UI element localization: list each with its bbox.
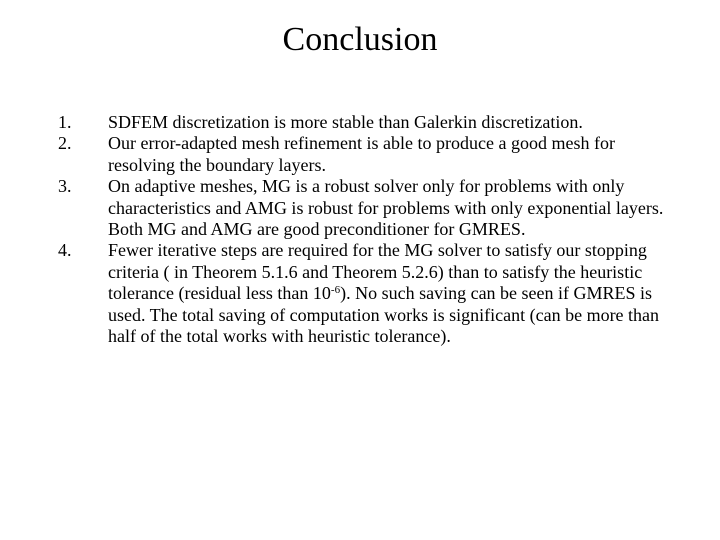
list-item	[58, 176, 668, 240]
item-number: 2.	[58, 133, 72, 154]
item-text: SDFEM discretization is more stable than Galerkin discretization.	[108, 112, 583, 132]
list-item	[58, 133, 668, 176]
item-number: 1.	[58, 112, 72, 132]
list-item	[58, 112, 668, 133]
list-item	[58, 240, 668, 347]
slide-title: Conclusion	[282, 21, 438, 58]
item-number: 4.	[58, 240, 72, 261]
item-text-before: Fewer iterative steps are required for the MG solver to satisfy our stopping criteria ( in Theorem 5.1.6 and Theorem 5.2.6) than to satisfy the heuristic tolerance (residual less than 10	[108, 240, 647, 304]
conclusion-list	[58, 112, 668, 347]
item-text: On adaptive meshes, MG is a robust solver only for problems with only characteristics and AMG is robust for problems with only exponential layers. Both MG and AMG are good preconditioner for GMRES.	[108, 176, 664, 240]
item-text	[108, 240, 668, 347]
exponent-superscript: -6	[330, 284, 341, 297]
item-text-after: ). No such saving can be seen if GMRES is used. The total saving of computation works is significant (can be more than half of the total works with heuristic tolerance).	[108, 283, 660, 347]
item-text: Our error-adapted mesh refinement is able to produce a good mesh for resolving the boundary layers.	[108, 133, 615, 175]
item-number: 3.	[58, 176, 72, 197]
